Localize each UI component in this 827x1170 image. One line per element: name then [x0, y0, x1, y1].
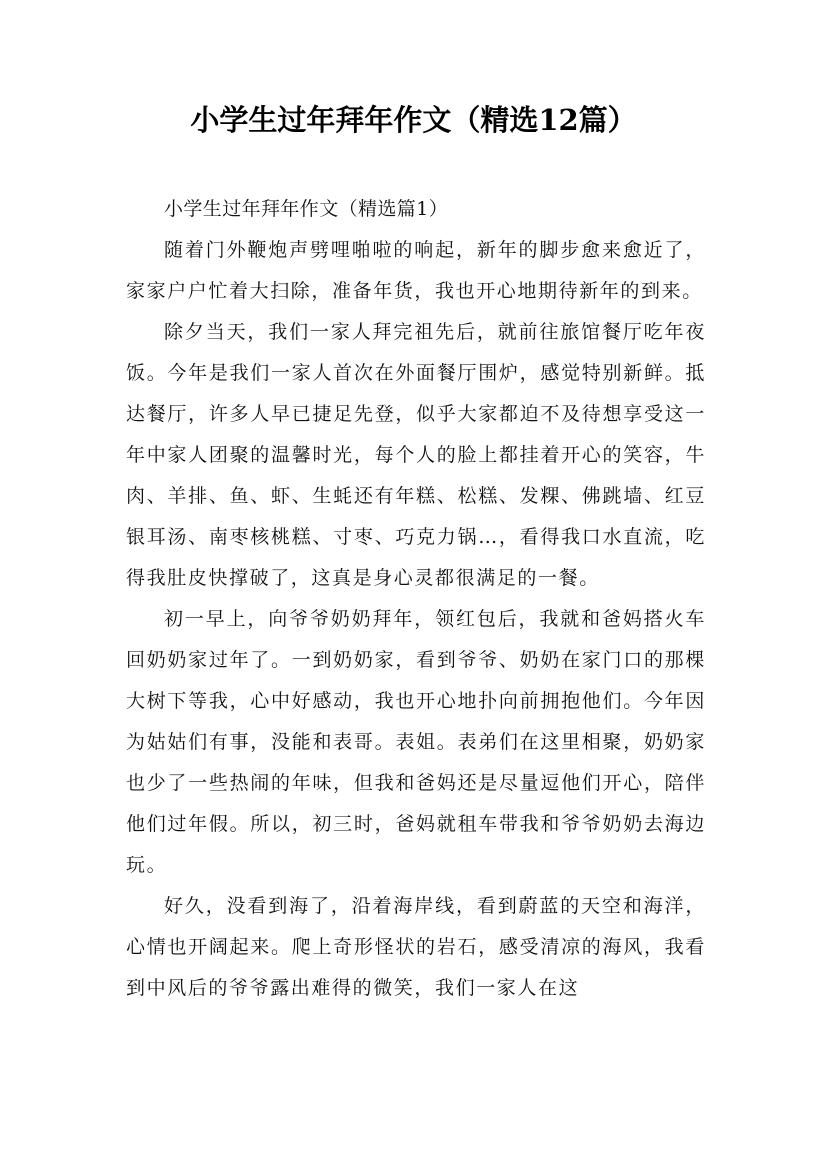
section-subtitle: 小学生过年拜年作文（精选篇1） [164, 198, 449, 220]
paragraph-1: 随着门外鞭炮声劈哩啪啦的响起，新年的脚步愈来愈近了，家家户户忙着大扫除，准备年货，我也开心地期待新年的到来。 [126, 239, 706, 302]
document-title: 小学生过年拜年作文（精选12篇） [190, 103, 637, 137]
paragraph-4: 好久，没看到海了，沿着海岸线，看到蔚蓝的天空和海洋，心情也开阔起来。爬上奇形怪状的岩石，感受清凉的海风，我看到中风后的爷爷露出难得的微笑，我们一家人在这 [126, 895, 706, 999]
paragraph-2: 除夕当天，我们一家人拜完祖先后，就前往旅馆餐厅吃年夜饭。今年是我们一家人首次在外面餐厅围炉，感觉特别新鲜。抵达餐厅，许多人早已捷足先登，似乎大家都迫不及待想享受这一年中家人团聚的温馨时光，每个人的脸上都挂着开心的笑容，牛肉、羊排、鱼、虾、生蚝还有年糕、松糕、发粿、佛跳墙、红豆银耳汤、南枣核桃糕、寸枣、巧克力锅…，看得我口水直流，吃得我肚皮快撑破了，这真是身心灵都很满足的一餐。 [126, 321, 706, 589]
document-body [126, 189, 706, 1009]
paragraph-3: 初一早上，向爷爷奶奶拜年，领红包后，我就和爸妈搭火车回奶奶家过年了。一到奶奶家，看到爷爷、奶奶在家门口的那棵大树下等我，心中好感动，我也开心地扑向前拥抱他们。今年因为姑姑们有事，没能和表哥。表姐。表弟们在这里相聚，奶奶家也少了一些热闹的年味，但我和爸妈还是尽量逗他们开心，陪伴他们过年假。所以，初三时，爸妈就租车带我和爷爷奶奶去海边玩。 [126, 608, 706, 876]
